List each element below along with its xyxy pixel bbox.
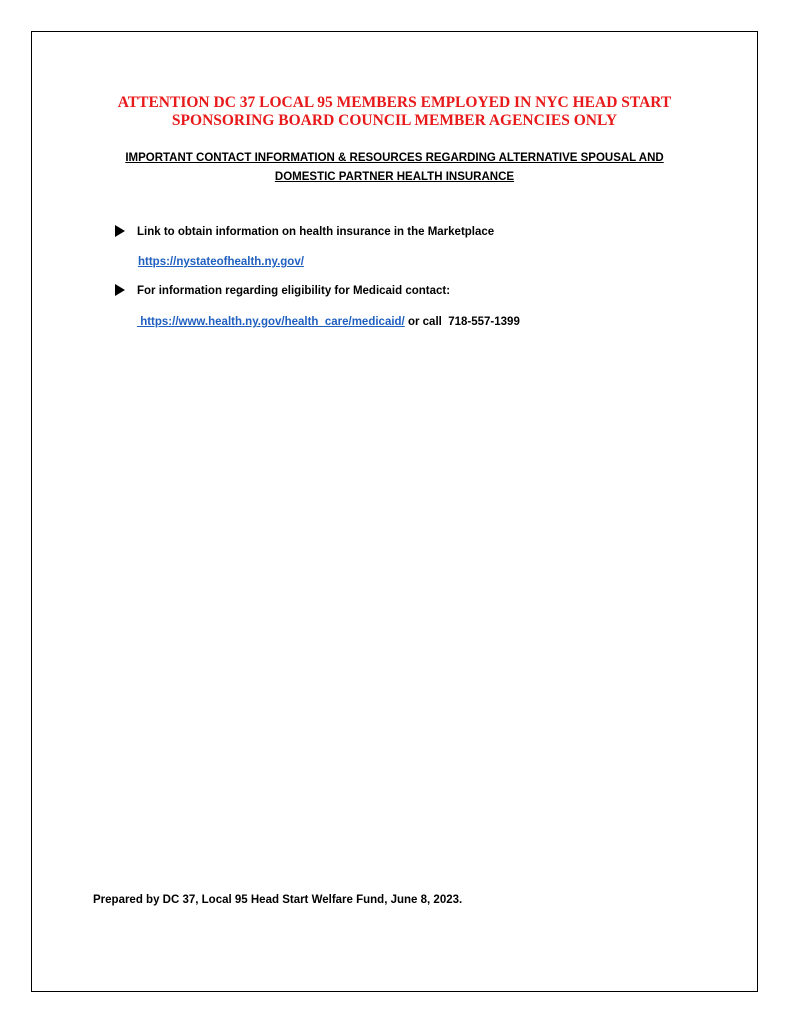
subtitle-line-2: DOMESTIC PARTNER HEALTH INSURANCE — [274, 171, 515, 183]
medicaid-text: For information regarding eligibility for Medicaid contact: — [137, 285, 451, 297]
arrow-bullet-icon — [115, 284, 125, 296]
document-subtitle — [31, 149, 758, 187]
footer-prepared-by: Prepared by DC 37, Local 95 Head Start Welfare Fund, June 8, 2023. — [93, 894, 463, 906]
nystateofhealth-link[interactable]: https://nystateofhealth.ny.gov/ — [138, 256, 304, 268]
arrow-bullet-icon — [115, 225, 125, 237]
list-item-marketplace — [115, 225, 494, 239]
title-line-2: SPONSORING BOARD COUNCIL MEMBER AGENCIES ONLY — [171, 112, 618, 129]
medicaid-link[interactable]: https://www.health.ny.gov/health_care/medicaid/ — [137, 316, 405, 328]
marketplace-text: Link to obtain information on health insurance in the Marketplace — [137, 226, 495, 238]
marketplace-link-line — [138, 255, 304, 269]
medicaid-link-line — [137, 315, 520, 329]
document-title — [31, 94, 758, 130]
title-line-1: ATTENTION DC 37 LOCAL 95 MEMBERS EMPLOYED IN NYC HEAD START — [117, 94, 672, 111]
medicaid-phone-text: or call 718-557-1399 — [404, 316, 520, 328]
subtitle-line-1: IMPORTANT CONTACT INFORMATION & RESOURCES REGARDING ALTERNATIVE SPOUSAL AND — [125, 152, 664, 164]
list-item-medicaid — [115, 284, 450, 298]
